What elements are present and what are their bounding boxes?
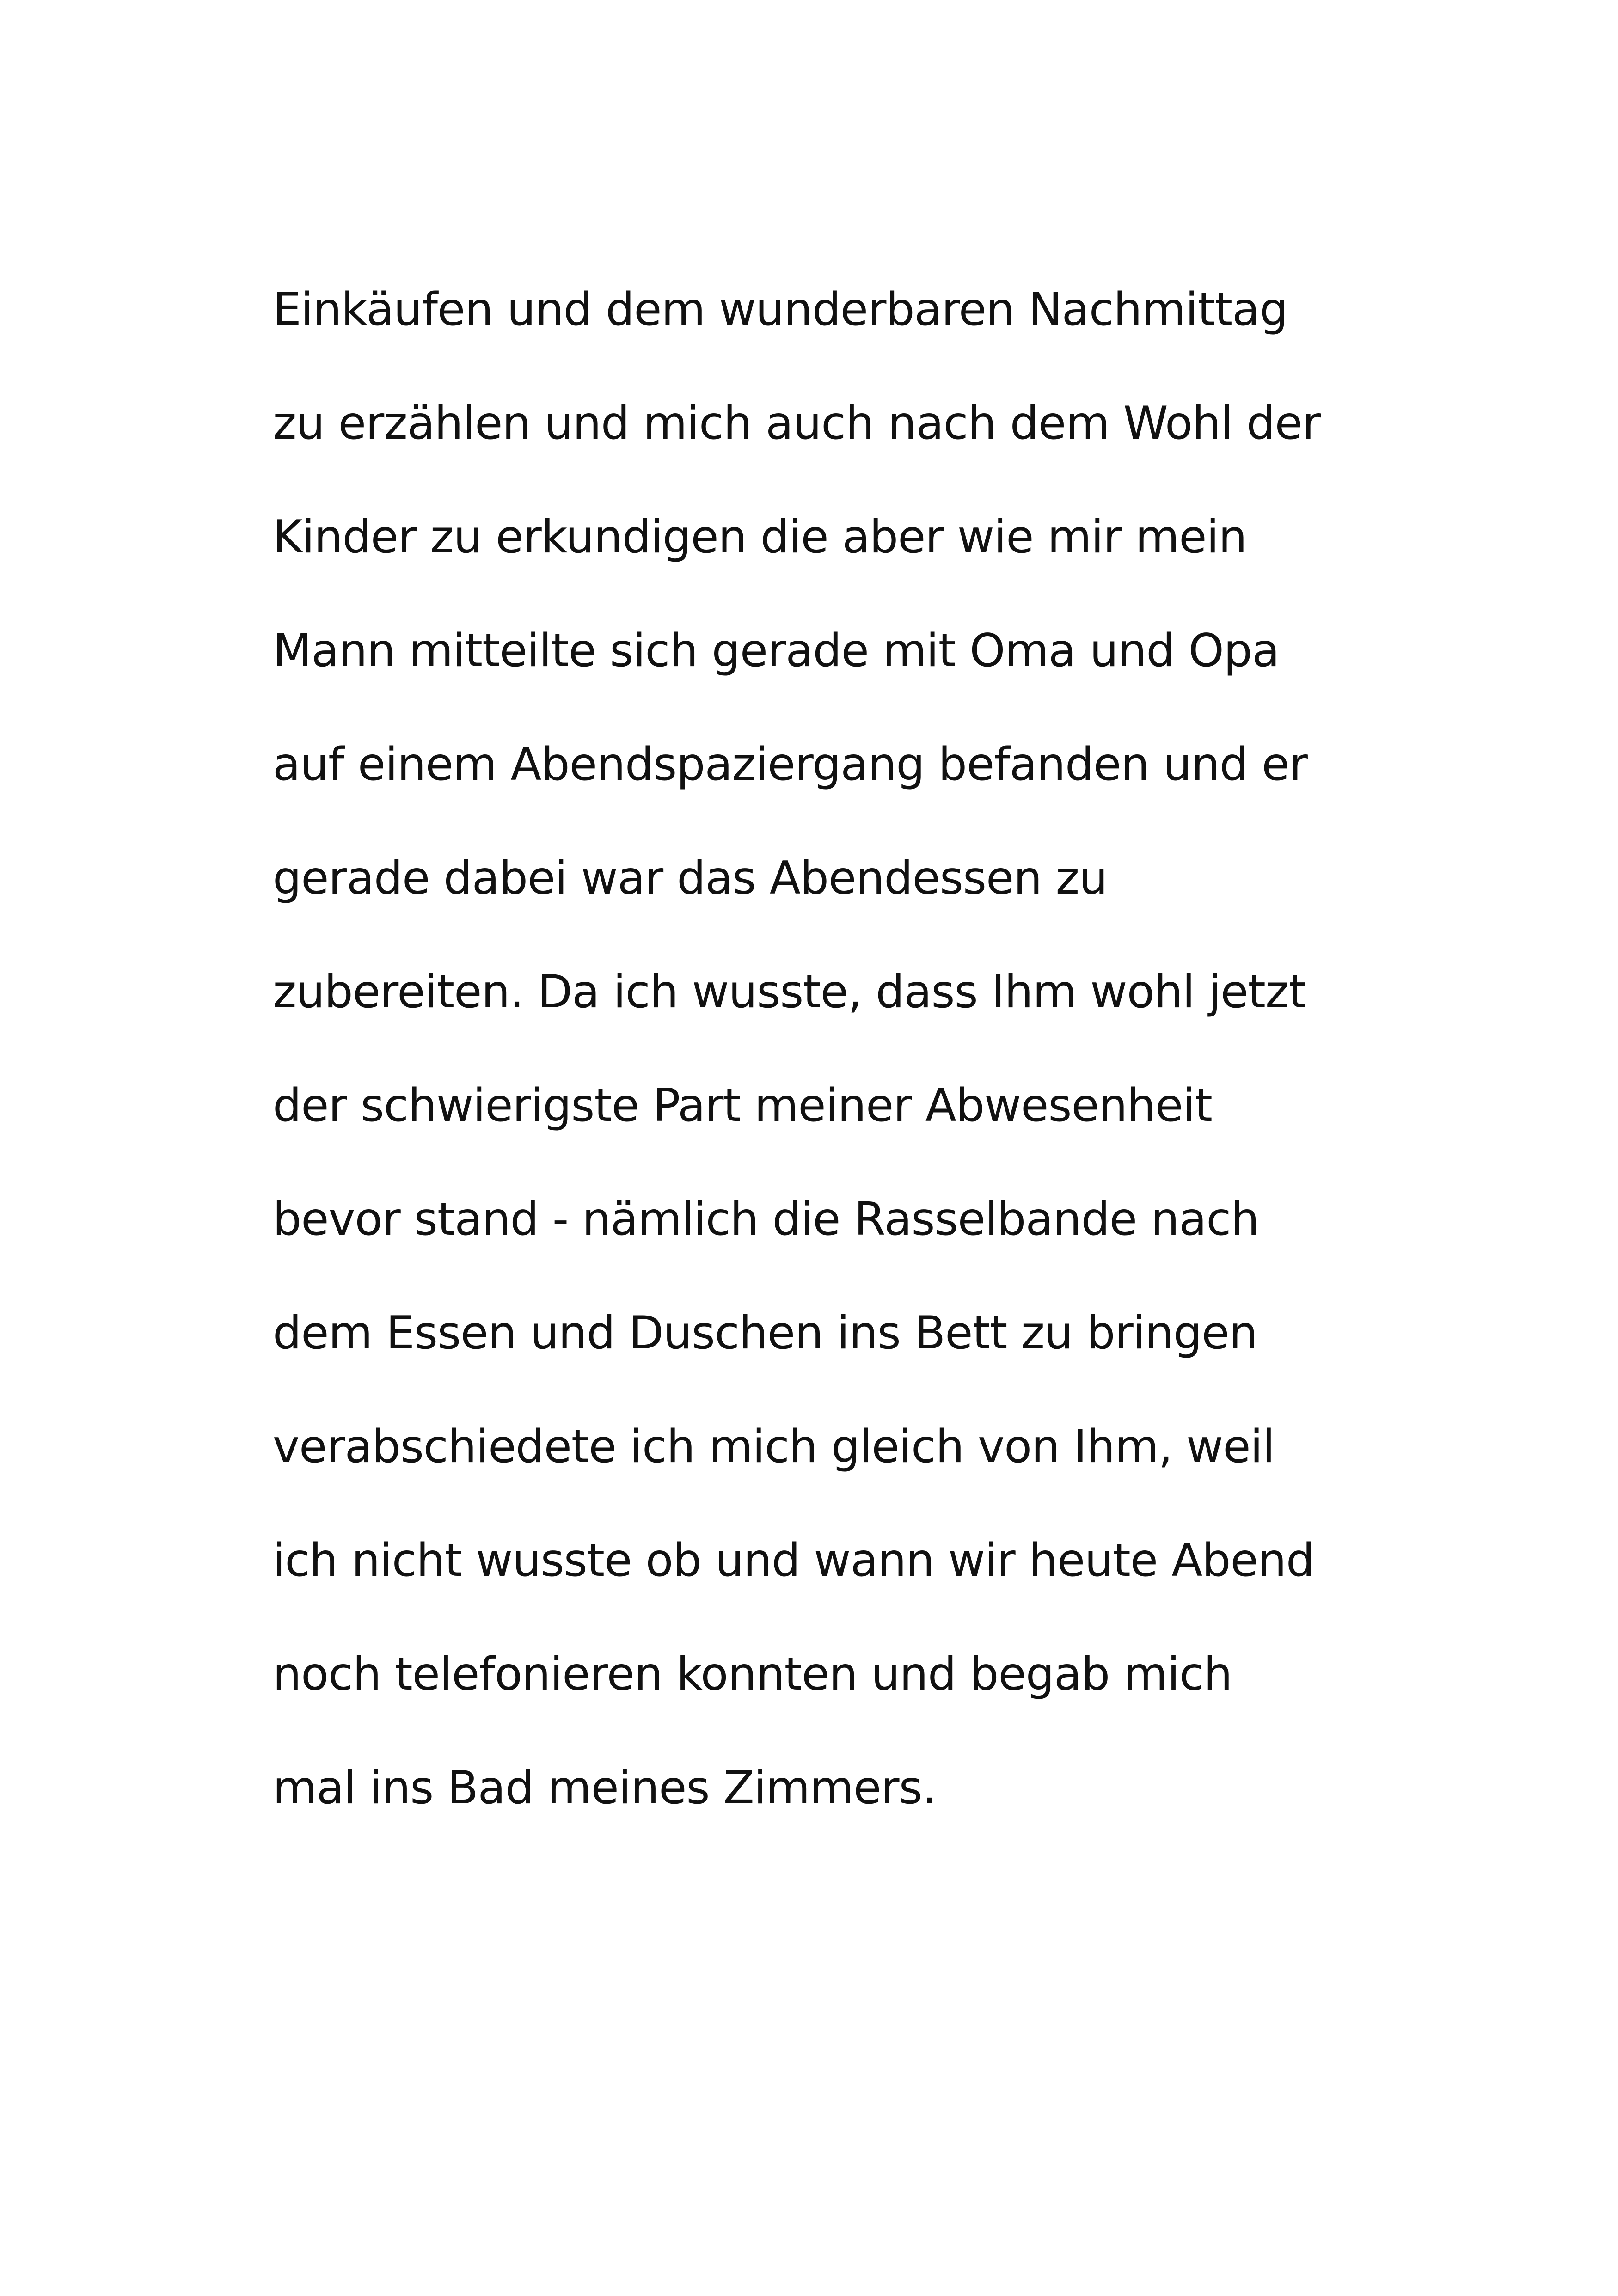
text-line-11: verabschiedete ich mich gleich von Ihm, weil [273, 1420, 1275, 1473]
text-line-14: mal ins Bad meines Zimmers. [273, 1762, 936, 1814]
text-line-1: Einkäufen und dem wunderbaren Nachmittag [273, 283, 1288, 336]
text-line-8: der schwierigste Part meiner Abwesenheit [273, 1079, 1212, 1132]
text-line-9: bevor stand - nämlich die Rasselbande nach [273, 1193, 1259, 1246]
text-line-5: auf einem Abendspaziergang befanden und er [273, 738, 1307, 791]
body-text [273, 263, 1475, 1855]
text-line-7: zubereiten. Da ich wusste, dass Ihm wohl jetzt [273, 966, 1306, 1018]
text-line-4: Mann mitteilte sich gerade mit Oma und Opa [273, 625, 1280, 677]
text-line-10: dem Essen und Duschen ins Bett zu bringen [273, 1307, 1257, 1359]
text-line-13: noch telefonieren konnten und begab mich [273, 1648, 1232, 1701]
text-line-6: gerade dabei war das Abendessen zu [273, 852, 1108, 905]
text-line-3: Kinder zu erkundigen die aber wie mir mein [273, 511, 1247, 563]
text-line-2: zu erzählen und mich auch nach dem Wohl der [273, 397, 1321, 450]
text-line-12: ich nicht wusste ob und wann wir heute Abend [273, 1534, 1315, 1587]
